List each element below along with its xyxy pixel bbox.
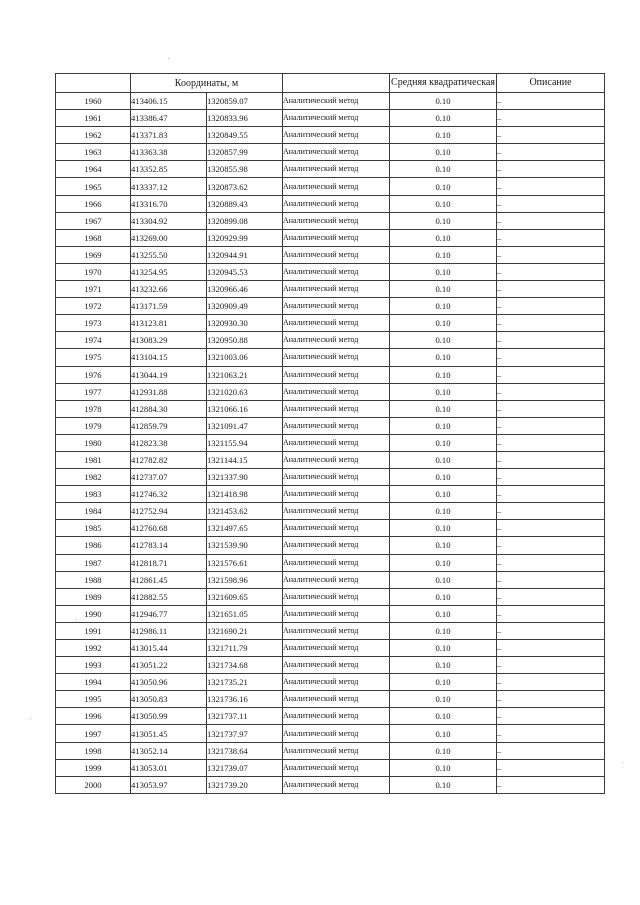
coordinate-y-cell: 1321091.47	[207, 417, 283, 434]
point-number-cell: 1992	[56, 640, 131, 657]
header-row	[56, 74, 605, 93]
table-row	[56, 469, 605, 486]
table-row	[56, 349, 605, 366]
method-cell: Аналитический метод	[283, 281, 390, 298]
point-number-cell: 1976	[56, 366, 131, 383]
point-number-cell: 1961	[56, 110, 131, 127]
table-row	[56, 674, 605, 691]
table-row	[56, 451, 605, 468]
mean-square-error-cell: 0.10	[390, 605, 497, 622]
method-cell: Аналитический метод	[283, 144, 390, 161]
mean-square-error-cell: 0.10	[390, 520, 497, 537]
mean-square-error-cell: 0.10	[390, 93, 497, 110]
table-row	[56, 708, 605, 725]
mean-square-error-cell: 0.10	[390, 725, 497, 742]
coordinate-y-cell: 1320849.55	[207, 127, 283, 144]
point-number-cell: 1989	[56, 588, 131, 605]
coordinate-y-cell: 1321066.16	[207, 400, 283, 417]
method-cell: Аналитический метод	[283, 417, 390, 434]
coordinate-x-cell: 412752.94	[131, 503, 207, 520]
coordinate-x-cell: 412783.14	[131, 537, 207, 554]
description-cell: –	[497, 469, 605, 486]
method-cell: Аналитический метод	[283, 605, 390, 622]
coordinate-x-cell: 413232.66	[131, 281, 207, 298]
point-number-cell: 1982	[56, 469, 131, 486]
mean-square-error-cell: 0.10	[390, 366, 497, 383]
method-cell: Аналитический метод	[283, 246, 390, 263]
mean-square-error-cell: 0.10	[390, 742, 497, 759]
mean-square-error-cell: 0.10	[390, 674, 497, 691]
coordinate-y-cell: 1321497.65	[207, 520, 283, 537]
method-cell: Аналитический метод	[283, 537, 390, 554]
description-cell: –	[497, 640, 605, 657]
table-row	[56, 263, 605, 280]
description-cell: –	[497, 571, 605, 588]
mean-square-error-cell: 0.10	[390, 588, 497, 605]
description-cell: –	[497, 434, 605, 451]
method-cell: Аналитический метод	[283, 212, 390, 229]
mean-square-error-cell: 0.10	[390, 212, 497, 229]
coordinate-y-cell: 1321453.62	[207, 503, 283, 520]
coordinate-x-cell: 413316.70	[131, 195, 207, 212]
method-cell: Аналитический метод	[283, 571, 390, 588]
coordinate-y-cell: 1321003.06	[207, 349, 283, 366]
coordinate-y-cell: 1320909.49	[207, 298, 283, 315]
description-cell: –	[497, 263, 605, 280]
table-row	[56, 605, 605, 622]
coordinate-x-cell: 412861.45	[131, 571, 207, 588]
description-cell: –	[497, 229, 605, 246]
description-cell: –	[497, 298, 605, 315]
mean-square-error-cell: 0.10	[390, 759, 497, 776]
point-number-cell: 1975	[56, 349, 131, 366]
description-cell: –	[497, 657, 605, 674]
mean-square-error-cell: 0.10	[390, 400, 497, 417]
method-cell: Аналитический метод	[283, 110, 390, 127]
mean-square-error-cell: 0.10	[390, 486, 497, 503]
coordinate-y-cell: 1320945.53	[207, 263, 283, 280]
mean-square-error-cell: 0.10	[390, 315, 497, 332]
mean-square-error-cell: 0.10	[390, 691, 497, 708]
coordinate-y-cell: 1320899.08	[207, 212, 283, 229]
coordinates-table	[55, 73, 605, 794]
description-cell: –	[497, 725, 605, 742]
coordinate-x-cell: 413050.83	[131, 691, 207, 708]
header-description: Описание	[497, 74, 605, 93]
mean-square-error-cell: 0.10	[390, 383, 497, 400]
method-cell: Аналитический метод	[283, 588, 390, 605]
coordinate-y-cell: 1321609.65	[207, 588, 283, 605]
description-cell: –	[497, 588, 605, 605]
point-number-cell: 1969	[56, 246, 131, 263]
method-cell: Аналитический метод	[283, 332, 390, 349]
table-row	[56, 691, 605, 708]
method-cell: Аналитический метод	[283, 229, 390, 246]
table-row	[56, 486, 605, 503]
table-row	[56, 110, 605, 127]
coordinate-x-cell: 413104.15	[131, 349, 207, 366]
point-number-cell: 1986	[56, 537, 131, 554]
point-number-cell: 1965	[56, 178, 131, 195]
mean-square-error-cell: 0.10	[390, 178, 497, 195]
coordinate-x-cell: 412823.38	[131, 434, 207, 451]
description-cell: –	[497, 212, 605, 229]
description-cell: –	[497, 605, 605, 622]
description-cell: –	[497, 742, 605, 759]
point-number-cell: 1971	[56, 281, 131, 298]
table-row	[56, 554, 605, 571]
point-number-cell: 1993	[56, 657, 131, 674]
mean-square-error-cell: 0.10	[390, 434, 497, 451]
mean-square-error-cell: 0.10	[390, 127, 497, 144]
coordinate-x-cell: 413015.44	[131, 640, 207, 657]
method-cell: Аналитический метод	[283, 657, 390, 674]
coordinate-y-cell: 1321144.15	[207, 451, 283, 468]
coordinate-y-cell: 1321711.79	[207, 640, 283, 657]
method-cell: Аналитический метод	[283, 776, 390, 793]
description-cell: –	[497, 127, 605, 144]
method-cell: Аналитический метод	[283, 725, 390, 742]
table-row	[56, 246, 605, 263]
point-number-cell: 1979	[56, 417, 131, 434]
description-cell: –	[497, 417, 605, 434]
coordinate-y-cell: 1320966.46	[207, 281, 283, 298]
coordinate-y-cell: 1320929.99	[207, 229, 283, 246]
mean-square-error-cell: 0.10	[390, 263, 497, 280]
coordinate-x-cell: 412746.32	[131, 486, 207, 503]
scan-speck	[30, 718, 31, 719]
mean-square-error-cell: 0.10	[390, 657, 497, 674]
mean-square-error-cell: 0.10	[390, 622, 497, 639]
coordinate-x-cell: 412760.68	[131, 520, 207, 537]
table-row	[56, 93, 605, 110]
description-cell: –	[497, 400, 605, 417]
table-row	[56, 657, 605, 674]
method-cell: Аналитический метод	[283, 195, 390, 212]
table-row	[56, 759, 605, 776]
description-cell: –	[497, 144, 605, 161]
coordinate-y-cell: 1321020.63	[207, 383, 283, 400]
description-cell: –	[497, 674, 605, 691]
method-cell: Аналитический метод	[283, 640, 390, 657]
table-row	[56, 622, 605, 639]
table-row	[56, 178, 605, 195]
scan-speck	[168, 58, 169, 59]
header-point-number	[56, 74, 131, 93]
coordinate-x-cell: 412782.82	[131, 451, 207, 468]
point-number-cell: 1988	[56, 571, 131, 588]
mean-square-error-cell: 0.10	[390, 469, 497, 486]
table-body	[56, 93, 605, 794]
coordinate-y-cell: 1320889.43	[207, 195, 283, 212]
coordinate-x-cell: 413255.50	[131, 246, 207, 263]
coordinate-y-cell: 1320855.98	[207, 161, 283, 178]
coordinate-y-cell: 1321598.96	[207, 571, 283, 588]
mean-square-error-cell: 0.10	[390, 776, 497, 793]
coordinate-x-cell: 413352.85	[131, 161, 207, 178]
method-cell: Аналитический метод	[283, 434, 390, 451]
point-number-cell: 1981	[56, 451, 131, 468]
table-row	[56, 725, 605, 742]
method-cell: Аналитический метод	[283, 127, 390, 144]
description-cell: –	[497, 332, 605, 349]
coordinate-x-cell: 412737.07	[131, 469, 207, 486]
method-cell: Аналитический метод	[283, 451, 390, 468]
method-cell: Аналитический метод	[283, 178, 390, 195]
description-cell: –	[497, 366, 605, 383]
coordinate-x-cell: 412931.88	[131, 383, 207, 400]
description-cell: –	[497, 93, 605, 110]
method-cell: Аналитический метод	[283, 503, 390, 520]
description-cell: –	[497, 486, 605, 503]
coordinate-x-cell: 413053.97	[131, 776, 207, 793]
coordinate-x-cell: 413050.96	[131, 674, 207, 691]
point-number-cell: 1970	[56, 263, 131, 280]
description-cell: –	[497, 451, 605, 468]
description-cell: –	[497, 178, 605, 195]
coordinate-y-cell: 1321739.07	[207, 759, 283, 776]
table-row	[56, 195, 605, 212]
mean-square-error-cell: 0.10	[390, 349, 497, 366]
description-cell: –	[497, 246, 605, 263]
point-number-cell: 1977	[56, 383, 131, 400]
table-row	[56, 383, 605, 400]
table-row	[56, 161, 605, 178]
method-cell: Аналитический метод	[283, 400, 390, 417]
point-number-cell: 1964	[56, 161, 131, 178]
point-number-cell: 1962	[56, 127, 131, 144]
header-coordinates: Координаты, м	[131, 74, 283, 93]
coordinate-y-cell: 1320930.30	[207, 315, 283, 332]
description-cell: –	[497, 520, 605, 537]
point-number-cell: 1972	[56, 298, 131, 315]
mean-square-error-cell: 0.10	[390, 229, 497, 246]
method-cell: Аналитический метод	[283, 298, 390, 315]
coordinate-x-cell: 412859.79	[131, 417, 207, 434]
mean-square-error-cell: 0.10	[390, 503, 497, 520]
description-cell: –	[497, 315, 605, 332]
coordinate-x-cell: 412986.11	[131, 622, 207, 639]
coordinate-y-cell: 1321735.21	[207, 674, 283, 691]
method-cell: Аналитический метод	[283, 315, 390, 332]
coordinate-x-cell: 413406.15	[131, 93, 207, 110]
description-cell: –	[497, 503, 605, 520]
mean-square-error-cell: 0.10	[390, 332, 497, 349]
coordinate-y-cell: 1320833.96	[207, 110, 283, 127]
coordinate-y-cell: 1321063.21	[207, 366, 283, 383]
method-cell: Аналитический метод	[283, 93, 390, 110]
description-cell: –	[497, 349, 605, 366]
coordinate-x-cell: 412884.30	[131, 400, 207, 417]
table-row	[56, 503, 605, 520]
table-row	[56, 400, 605, 417]
point-number-cell: 1983	[56, 486, 131, 503]
method-cell: Аналитический метод	[283, 520, 390, 537]
point-number-cell: 1978	[56, 400, 131, 417]
coordinate-y-cell: 1320950.88	[207, 332, 283, 349]
mean-square-error-cell: 0.10	[390, 708, 497, 725]
description-cell: –	[497, 759, 605, 776]
table-row	[56, 776, 605, 793]
coordinate-x-cell: 413123.81	[131, 315, 207, 332]
mean-square-error-cell: 0.10	[390, 537, 497, 554]
point-number-cell: 1994	[56, 674, 131, 691]
mean-square-error-cell: 0.10	[390, 571, 497, 588]
table-row	[56, 366, 605, 383]
coordinate-y-cell: 1320857.99	[207, 144, 283, 161]
coordinate-x-cell: 413269.00	[131, 229, 207, 246]
table-row	[56, 640, 605, 657]
description-cell: –	[497, 691, 605, 708]
mean-square-error-cell: 0.10	[390, 640, 497, 657]
table-row	[56, 229, 605, 246]
coordinate-x-cell: 413304.92	[131, 212, 207, 229]
mean-square-error-cell: 0.10	[390, 195, 497, 212]
description-cell: –	[497, 776, 605, 793]
point-number-cell: 1973	[56, 315, 131, 332]
table-row	[56, 332, 605, 349]
method-cell: Аналитический метод	[283, 691, 390, 708]
header-method	[283, 74, 390, 93]
method-cell: Аналитический метод	[283, 708, 390, 725]
coordinate-y-cell: 1320873.62	[207, 178, 283, 195]
point-number-cell: 1996	[56, 708, 131, 725]
method-cell: Аналитический метод	[283, 366, 390, 383]
point-number-cell: 1998	[56, 742, 131, 759]
mean-square-error-cell: 0.10	[390, 161, 497, 178]
mean-square-error-cell: 0.10	[390, 110, 497, 127]
description-cell: –	[497, 281, 605, 298]
mean-square-error-cell: 0.10	[390, 281, 497, 298]
coordinate-x-cell: 413363.38	[131, 144, 207, 161]
coordinate-x-cell: 413371.83	[131, 127, 207, 144]
coordinate-y-cell: 1321576.61	[207, 554, 283, 571]
coordinate-x-cell: 413052.14	[131, 742, 207, 759]
description-cell: –	[497, 622, 605, 639]
method-cell: Аналитический метод	[283, 622, 390, 639]
point-number-cell: 1987	[56, 554, 131, 571]
coordinate-y-cell: 1321734.68	[207, 657, 283, 674]
coordinate-x-cell: 413053.01	[131, 759, 207, 776]
method-cell: Аналитический метод	[283, 674, 390, 691]
table-row	[56, 281, 605, 298]
point-number-cell: 1980	[56, 434, 131, 451]
mean-square-error-cell: 0.10	[390, 246, 497, 263]
point-number-cell: 1968	[56, 229, 131, 246]
header-mean-square-error: Средняя квадратическая	[390, 74, 497, 93]
table-row	[56, 520, 605, 537]
coordinate-y-cell: 1321155.94	[207, 434, 283, 451]
coordinate-x-cell: 412882.55	[131, 588, 207, 605]
method-cell: Аналитический метод	[283, 742, 390, 759]
method-cell: Аналитический метод	[283, 759, 390, 776]
description-cell: –	[497, 708, 605, 725]
table-row	[56, 298, 605, 315]
table-row	[56, 434, 605, 451]
coordinate-y-cell: 1321337.90	[207, 469, 283, 486]
table-row	[56, 588, 605, 605]
coordinate-y-cell: 1321651.05	[207, 605, 283, 622]
coordinate-y-cell: 1321739.20	[207, 776, 283, 793]
point-number-cell: 1999	[56, 759, 131, 776]
coordinate-x-cell: 412818.71	[131, 554, 207, 571]
method-cell: Аналитический метод	[283, 349, 390, 366]
coordinate-y-cell: 1321736.16	[207, 691, 283, 708]
table-row	[56, 315, 605, 332]
point-number-cell: 1963	[56, 144, 131, 161]
point-number-cell: 1997	[56, 725, 131, 742]
point-number-cell: 1960	[56, 93, 131, 110]
coordinate-x-cell: 412946.77	[131, 605, 207, 622]
coordinate-x-cell: 413171.59	[131, 298, 207, 315]
table-header	[56, 74, 605, 93]
point-number-cell: 1985	[56, 520, 131, 537]
point-number-cell: 1991	[56, 622, 131, 639]
mean-square-error-cell: 0.10	[390, 144, 497, 161]
point-number-cell: 1974	[56, 332, 131, 349]
coordinate-x-cell: 413386.47	[131, 110, 207, 127]
coordinate-y-cell: 1321418.98	[207, 486, 283, 503]
coordinate-x-cell: 413050.99	[131, 708, 207, 725]
mean-square-error-cell: 0.10	[390, 417, 497, 434]
coordinate-y-cell: 1321539.90	[207, 537, 283, 554]
coordinate-x-cell: 413337.12	[131, 178, 207, 195]
table-row	[56, 127, 605, 144]
table-row	[56, 144, 605, 161]
point-number-cell: 2000	[56, 776, 131, 793]
table-row	[56, 417, 605, 434]
description-cell: –	[497, 195, 605, 212]
description-cell: –	[497, 110, 605, 127]
method-cell: Аналитический метод	[283, 486, 390, 503]
method-cell: Аналитический метод	[283, 554, 390, 571]
scan-speck	[622, 762, 623, 763]
coordinate-y-cell: 1320944.91	[207, 246, 283, 263]
table-row	[56, 537, 605, 554]
description-cell: –	[497, 383, 605, 400]
point-number-cell: 1966	[56, 195, 131, 212]
method-cell: Аналитический метод	[283, 383, 390, 400]
coordinate-y-cell: 1321737.97	[207, 725, 283, 742]
table-row	[56, 742, 605, 759]
table-row	[56, 571, 605, 588]
table-row	[56, 212, 605, 229]
point-number-cell: 1995	[56, 691, 131, 708]
coordinate-y-cell: 1321737.11	[207, 708, 283, 725]
point-number-cell: 1967	[56, 212, 131, 229]
coordinate-x-cell: 413051.22	[131, 657, 207, 674]
description-cell: –	[497, 554, 605, 571]
method-cell: Аналитический метод	[283, 161, 390, 178]
coordinate-x-cell: 413051.45	[131, 725, 207, 742]
mean-square-error-cell: 0.10	[390, 554, 497, 571]
point-number-cell: 1984	[56, 503, 131, 520]
coordinate-y-cell: 1321738.64	[207, 742, 283, 759]
coordinate-y-cell: 1321690.21	[207, 622, 283, 639]
mean-square-error-cell: 0.10	[390, 451, 497, 468]
coordinate-x-cell: 413254.95	[131, 263, 207, 280]
coordinate-x-cell: 413044.19	[131, 366, 207, 383]
coordinate-y-cell: 1320859.07	[207, 93, 283, 110]
point-number-cell: 1990	[56, 605, 131, 622]
method-cell: Аналитический метод	[283, 263, 390, 280]
mean-square-error-cell: 0.10	[390, 298, 497, 315]
coordinate-x-cell: 413083.29	[131, 332, 207, 349]
method-cell: Аналитический метод	[283, 469, 390, 486]
description-cell: –	[497, 537, 605, 554]
description-cell: –	[497, 161, 605, 178]
